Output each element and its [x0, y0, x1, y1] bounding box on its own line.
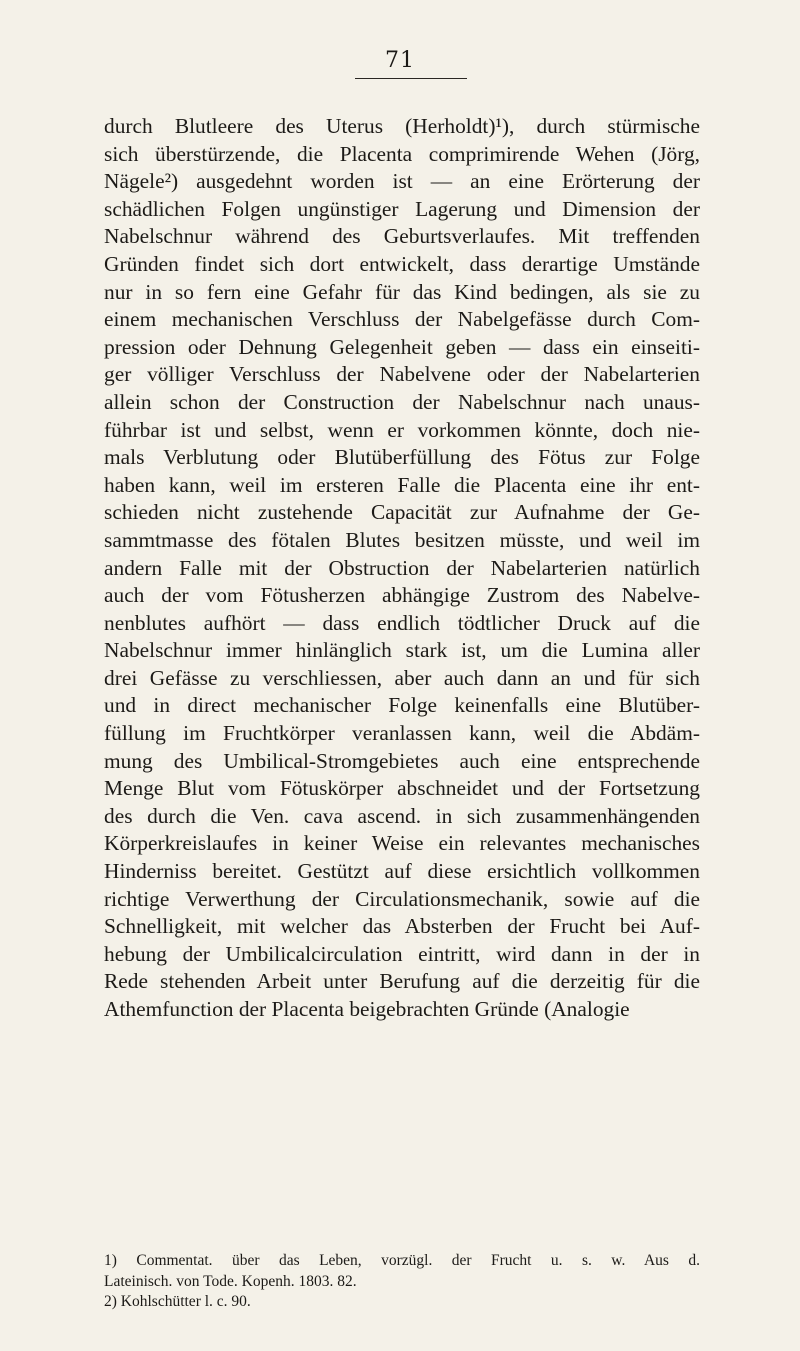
text-line: sammtmasse des fötalen Blutes besitzen müsste, und weil im: [104, 527, 700, 552]
text-line: Nabelschnur immer hinlänglich stark ist, um die Lumina aller: [104, 638, 700, 663]
footnote-2: 2) Kohlschütter l. c. 90.: [104, 1293, 251, 1310]
text-line: nenblutes aufhört — dass endlich tödtlicher Druck auf die: [104, 610, 700, 635]
text-line: hebung der Umbilicalcirculation eintritt, wird dann in der in: [104, 941, 700, 966]
text-line: Schnelligkeit, mit welcher das Absterben der Frucht bei Auf-: [104, 914, 700, 939]
text-line: durch Blutleere des Uterus (Herholdt)¹), durch stürmische: [104, 114, 700, 138]
text-line: des durch die Ven. cava ascend. in sich zusammenhängenden: [104, 803, 700, 828]
text-line: nur in so fern eine Gefahr für das Kind bedingen, als sie zu: [104, 279, 700, 304]
text-line: schädlichen Folgen ungünstiger Lagerung und Dimension der: [104, 196, 700, 221]
text-line: füllung im Fruchtkörper veranlassen kann, weil die Abdäm-: [104, 721, 700, 746]
text-line: drei Gefässe zu verschliessen, aber auch dann an und für sich: [104, 665, 700, 690]
text-line: mals Verblutung oder Blutüberfüllung des Fötus zur Folge: [104, 445, 700, 470]
text-line: Gründen findet sich dort entwickelt, dass derartige Umstände: [104, 251, 700, 276]
text-line: Körperkreislaufes in keiner Weise ein relevantes mechanisches: [104, 831, 700, 856]
text-line: Nabelschnur während des Geburtsverlaufes. Mit treffenden: [104, 224, 700, 249]
text-line: richtige Verwerthung der Circulationsmechanik, sowie auf die: [104, 886, 700, 911]
text-line: auch der vom Fötusherzen abhängige Zustrom des Nabelve-: [104, 583, 700, 608]
footnote-1: 1) Commentat. über das Leben, vorzügl. der Frucht u. s. w. Aus d.: [104, 1252, 700, 1269]
body-text: [104, 113, 700, 1024]
text-line: und in direct mechanischer Folge keinenfalls eine Blutüber-: [104, 693, 700, 718]
text-line: Nägele²) ausgedehnt worden ist — an eine Erörterung der: [104, 169, 700, 194]
page-number: 71: [385, 48, 415, 73]
text-line: Hinderniss bereitet. Gestützt auf diese ersichtlich vollkommen: [104, 859, 700, 884]
text-line: schieden nicht zustehende Capacität zur Aufnahme der Ge-: [104, 500, 700, 525]
text-line: Athemfunction der Placenta beigebrachten Gründe (Analogie: [104, 997, 630, 1021]
text-line: Rede stehenden Arbeit unter Berufung auf die derzeitig für die: [104, 969, 700, 994]
text-line: ger völliger Verschluss der Nabelvene oder der Nabelarterien: [104, 362, 700, 387]
text-line: andern Falle mit der Obstruction der Nabelarterien natürlich: [104, 555, 700, 580]
text-line: Menge Blut vom Fötuskörper abschneidet und der Fortsetzung: [104, 776, 700, 801]
text-line: haben kann, weil im ersteren Falle die Placenta eine ihr ent-: [104, 472, 700, 497]
footnote-1-continuation: Lateinisch. von Tode. Kopenh. 1803. 82.: [104, 1272, 357, 1290]
footnotes: [104, 1251, 700, 1313]
text-line: allein schon der Construction der Nabelschnur nach unaus-: [104, 389, 700, 414]
text-line: einem mechanischen Verschluss der Nabelgefässe durch Com-: [104, 307, 700, 332]
text-line: pression oder Dehnung Gelegenheit geben — dass ein einseiti-: [104, 334, 700, 359]
text-line: sich überstürzende, die Placenta comprimirende Wehen (Jörg,: [104, 141, 700, 166]
header-rule: [355, 78, 467, 79]
text-line: mung des Umbilical-Stromgebietes auch eine entsprechende: [104, 748, 700, 773]
text-line: führbar ist und selbst, wenn er vorkommen könnte, doch nie-: [104, 417, 700, 442]
